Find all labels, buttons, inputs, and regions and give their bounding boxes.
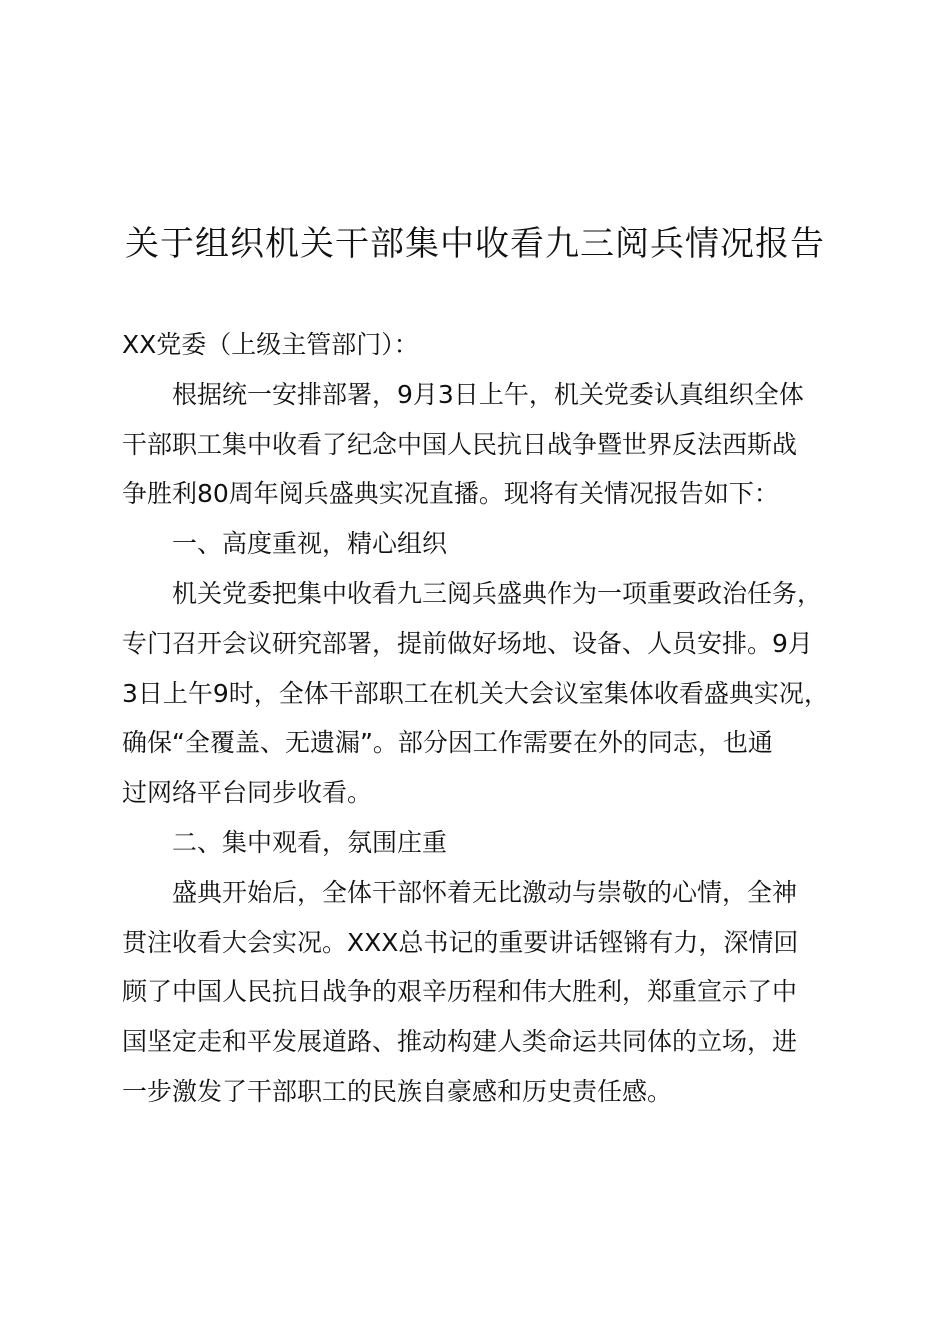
paragraph-line: 3日上午9时，全体干部职工在机关大会议室集体收看盛典实况，: [122, 678, 829, 708]
paragraph-line: 贯注收看大会实况。XXX总书记的重要讲话铿锵有力，深情回: [122, 927, 799, 957]
salutation-line: XX党委（上级主管部门）：: [122, 330, 419, 359]
paragraph-line: 顾了中国人民抗日战争的艰辛历程和伟大胜利，郑重宣示了中: [122, 977, 798, 1007]
paragraph-line: 盛典开始后，全体干部怀着无比激动与崇敬的心情，全神: [172, 877, 798, 907]
paragraph-line: 机关党委把集中收看九三阅兵盛典作为一项重要政治任务，: [172, 578, 823, 608]
section-heading-1: 一、高度重视，精心组织: [172, 529, 448, 559]
paragraph-line: 国坚定走和平发展道路、推动构建人类命运共同体的立场，进: [122, 1027, 798, 1057]
paragraph-line: 根据统一安排部署，9月3日上午，机关党委认真组织全体: [172, 379, 804, 409]
section-heading-2: 二、集中观看，氛围庄重: [172, 827, 448, 857]
paragraph-line: 一步激发了干部职工的民族自豪感和历史责任感。: [122, 1076, 673, 1106]
paragraph-line: 干部职工集中收看了纪念中国人民抗日战争暨世界反法西斯战: [122, 429, 798, 459]
paragraph-line: 争胜利80周年阅兵盛典实况直播。现将有关情况报告如下：: [122, 479, 779, 509]
document-title: 关于组织机关干部集中收看九三阅兵情况报告: [125, 224, 825, 264]
document-body: [122, 320, 852, 1117]
paragraph-line: 专门召开会议研究部署，提前做好场地、设备、人员安排。9月: [122, 628, 813, 658]
paragraph-line: 过网络平台同步收看。: [122, 778, 373, 808]
paragraph-line: 确保“全覆盖、无遗漏”。部分因工作需要在外的同志，也通: [122, 728, 773, 758]
